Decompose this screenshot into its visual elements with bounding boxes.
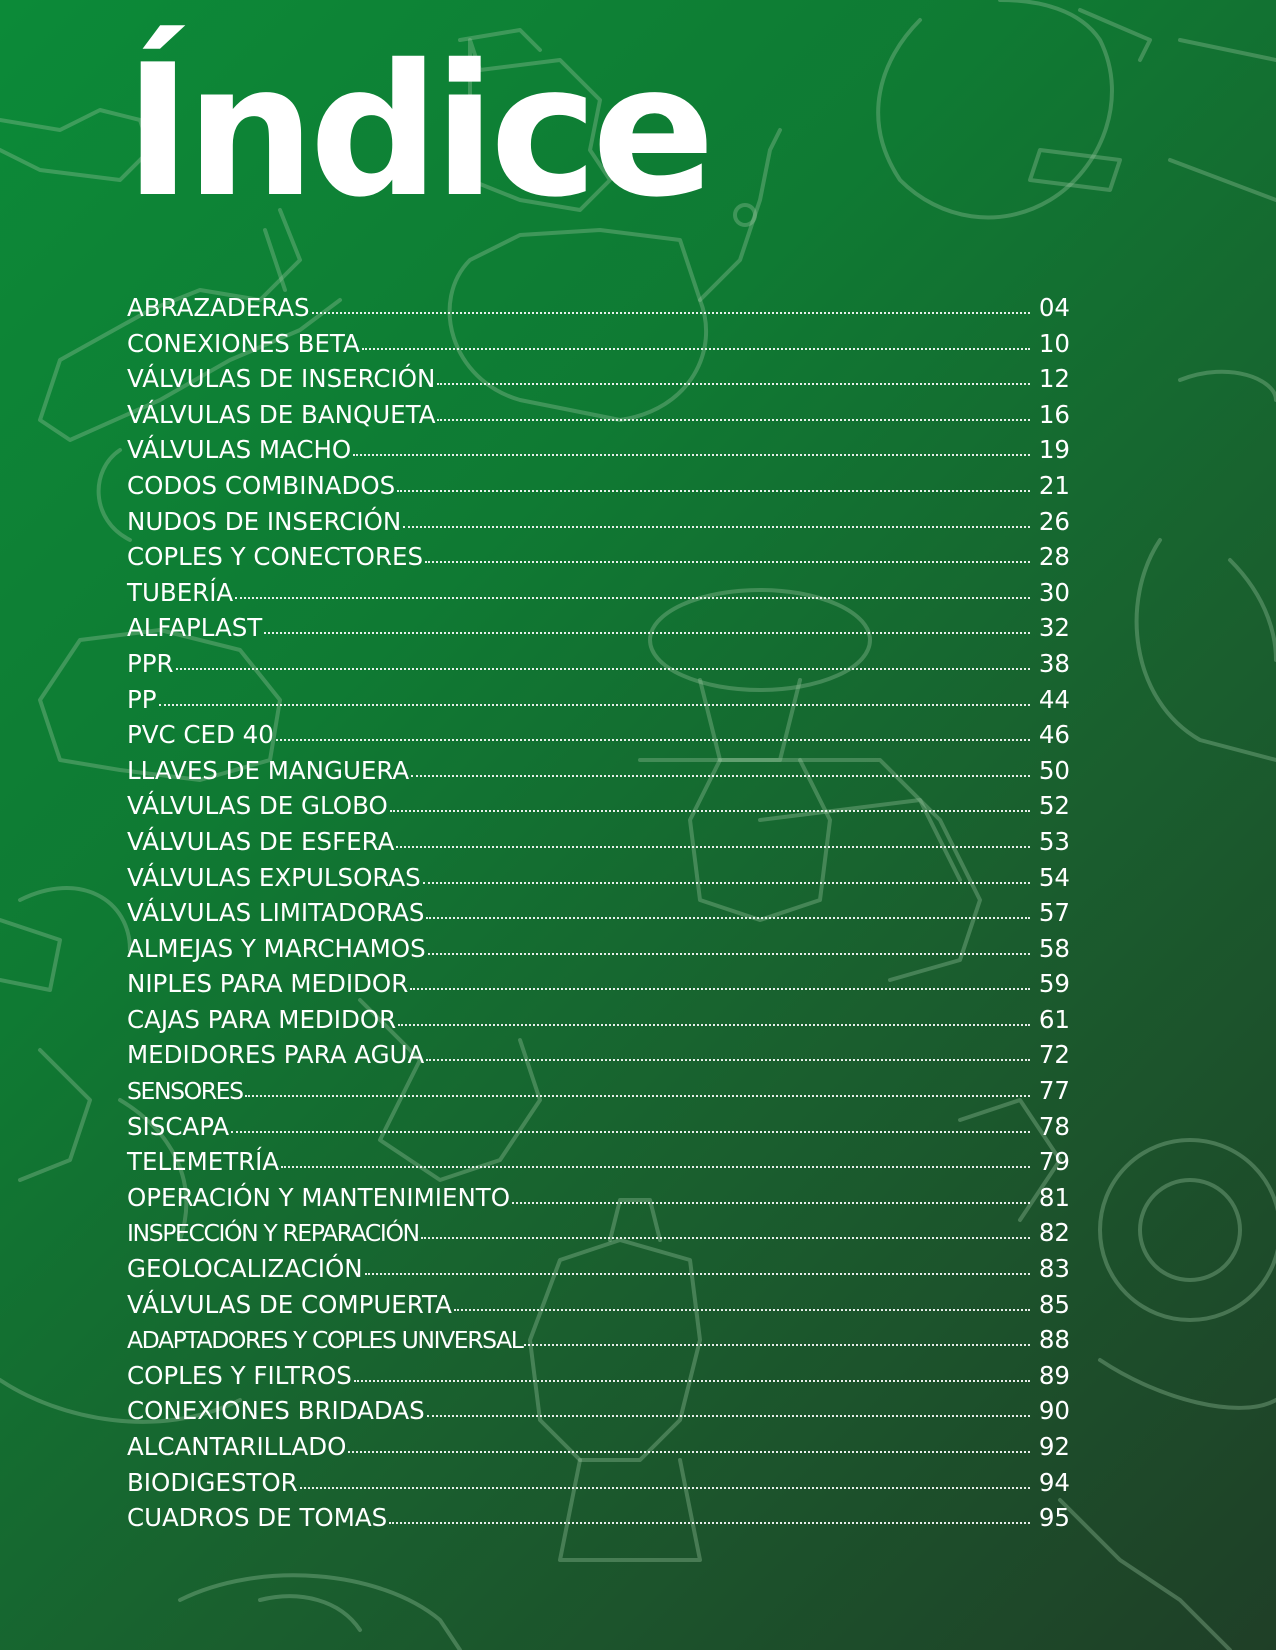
toc-entry-page-number: 89 [1038,1360,1070,1390]
toc-entry[interactable] [127,717,1070,753]
dot-leader [421,1235,1030,1239]
toc-entry[interactable] [127,860,1070,896]
toc-entry-label: CONEXIONES BETA [127,328,360,358]
toc-entry-page-number: 72 [1038,1040,1070,1070]
toc-entry-page-number: 77 [1038,1076,1070,1106]
toc-entry-page-number: 52 [1038,791,1070,821]
dot-leader [353,452,1030,456]
dot-leader [437,417,1030,421]
dot-leader [426,915,1030,919]
dot-leader [300,1485,1030,1489]
dot-leader [423,880,1030,884]
toc-entry-page-number: 46 [1038,720,1070,750]
toc-entry-page-number: 94 [1038,1467,1070,1497]
toc-entry[interactable] [127,504,1070,540]
dot-leader [281,1164,1030,1168]
toc-entry[interactable] [127,290,1070,326]
toc-entry-label: VÁLVULAS DE GLOBO [127,791,388,821]
dot-leader [437,381,1030,385]
toc-entry[interactable] [127,753,1070,789]
dot-leader [524,1342,1030,1346]
toc-entry-label: TUBERÍA [127,577,234,607]
toc-entry-page-number: 61 [1038,1004,1070,1034]
toc-entry-page-number: 90 [1038,1396,1070,1426]
toc-entry-page-number: 83 [1038,1254,1070,1284]
dot-leader [396,844,1030,848]
toc-entry[interactable] [127,824,1070,860]
toc-entry-page-number: 57 [1038,898,1070,928]
dot-leader [403,524,1030,528]
dot-leader [428,951,1030,955]
dot-leader [276,737,1030,741]
toc-entry-label: VÁLVULAS DE COMPUERTA [127,1289,452,1319]
dot-leader [427,1413,1030,1417]
dot-leader [365,1271,1030,1275]
toc-entry-page-number: 92 [1038,1432,1070,1461]
toc-entry-label: ALFAPLAST [127,613,263,643]
toc-entry[interactable] [127,895,1070,931]
dot-leader [354,1378,1030,1382]
toc-entry-label: INSPECCIÓN Y REPARACIÓN [127,1219,419,1248]
toc-entry-page-number: 78 [1038,1111,1070,1141]
toc-entry[interactable] [127,1251,1070,1287]
toc-entry-page-number: 32 [1038,613,1070,643]
toc-entry[interactable] [127,361,1070,397]
toc-entry[interactable] [127,1180,1070,1216]
toc-entry-page-number: 81 [1038,1182,1070,1212]
toc-entry[interactable] [127,1287,1070,1323]
toc-entry-page-number: 19 [1038,435,1070,465]
toc-entry-label: PVC CED 40 [127,720,274,750]
toc-entry-label: VÁLVULAS LIMITADORAS [127,898,425,928]
dot-leader [410,986,1030,990]
dot-leader [264,630,1030,634]
dot-leader [390,808,1030,812]
toc-entry-label: PP [127,684,157,714]
toc-entry-label: CAJAS PARA MEDIDOR [127,1004,397,1034]
dot-leader [235,595,1030,599]
dot-leader [362,346,1030,350]
toc-entry-page-number: 21 [1038,470,1070,500]
toc-entry-page-number: 82 [1038,1218,1070,1248]
toc-entry-label: CODOS COMBINADOS [127,470,396,500]
toc-entry-label: CONEXIONES BRIDADAS [127,1396,425,1426]
toc-entry-label: NIPLES PARA MEDIDOR [127,969,409,999]
page-title: Índice [124,25,710,237]
toc-entry-label: GEOLOCALIZACIÓN [127,1254,363,1284]
toc-entry-label: BIODIGESTOR [127,1467,298,1497]
toc-entry-label: VÁLVULAS DE BANQUETA [127,399,436,429]
toc-entry-label: MEDIDORES PARA AGUA [127,1040,425,1070]
toc-entry[interactable] [127,1144,1070,1180]
toc-entry-label: PPR [127,648,174,678]
toc-entry-page-number: 85 [1038,1289,1070,1319]
toc-entry[interactable] [127,539,1070,575]
toc-entry-label: TELEMETRÍA [127,1147,280,1177]
toc-entry-page-number: 54 [1038,862,1070,892]
toc-entry-label: VÁLVULAS DE ESFERA [127,826,395,856]
toc-entry-label: COPLES Y FILTROS [127,1360,352,1390]
toc-entry-page-number: 26 [1038,506,1070,536]
toc-entry-label: ALCANTARILLADO [127,1432,347,1461]
toc-entry[interactable] [127,610,1070,646]
dot-leader [231,1129,1030,1133]
dot-leader [411,773,1030,777]
dot-leader [426,1057,1030,1061]
toc-entry-page-number: 95 [1038,1503,1070,1533]
dot-leader [398,1022,1030,1026]
toc-entry-label: LLAVES DE MANGUERA [127,755,410,785]
dot-leader [159,702,1030,706]
toc-entry[interactable] [127,1358,1070,1394]
dot-leader [454,1307,1030,1311]
toc-entry-page-number: 59 [1038,969,1070,999]
toc-entry[interactable] [127,1393,1070,1429]
toc-entry-label: ABRAZADERAS [127,293,310,322]
toc-entry[interactable] [127,1073,1070,1109]
toc-entry-label: SENSORES [127,1077,243,1106]
toc-entry-page-number: 38 [1038,648,1070,678]
toc-entry-page-number: 28 [1038,542,1070,572]
toc-entry-label: ADAPTADORES Y COPLES UNIVERSAL [127,1326,523,1355]
toc-entry-label: CUADROS DE TOMAS [127,1503,388,1533]
toc-entry[interactable] [127,1215,1070,1251]
toc-entry[interactable] [127,575,1070,611]
toc-entry-label: VÁLVULAS MACHO [127,435,352,465]
toc-entry[interactable] [127,682,1070,718]
toc-entry-page-number: 44 [1038,684,1070,714]
toc-entry-page-number: 58 [1038,933,1070,963]
toc-entry-label: NUDOS DE INSERCIÓN [127,506,402,536]
toc-entry[interactable] [127,1322,1070,1358]
toc-entry-label: COPLES Y CONECTORES [127,542,423,572]
toc-entry-label: VÁLVULAS DE INSERCIÓN [127,364,436,394]
toc-entry-page-number: 79 [1038,1147,1070,1177]
toc-entry-page-number: 10 [1038,328,1070,358]
toc-entry[interactable] [127,432,1070,468]
toc-entry-page-number: 30 [1038,577,1070,607]
dot-leader [389,1520,1030,1524]
table-of-contents [127,290,1070,1536]
dot-leader [425,559,1030,563]
toc-entry[interactable] [127,397,1070,433]
toc-entry-page-number: 88 [1038,1325,1070,1355]
toc-entry[interactable] [127,646,1070,682]
toc-entry-label: OPERACIÓN Y MANTENIMIENTO [127,1182,511,1212]
dot-leader [245,1093,1030,1097]
toc-entry-page-number: 12 [1038,364,1070,394]
toc-entry[interactable] [127,468,1070,504]
dot-leader [176,666,1030,670]
toc-entry[interactable] [127,1037,1070,1073]
toc-entry[interactable] [127,1109,1070,1145]
dot-leader [348,1449,1030,1453]
toc-entry-page-number: 50 [1038,755,1070,785]
toc-entry[interactable] [127,1465,1070,1501]
toc-entry[interactable] [127,1002,1070,1038]
toc-entry[interactable] [127,788,1070,824]
toc-entry[interactable] [127,966,1070,1002]
dot-leader [397,488,1030,492]
toc-entry[interactable] [127,326,1070,362]
toc-entry[interactable] [127,1500,1070,1536]
toc-entry-label: VÁLVULAS EXPULSORAS [127,862,421,892]
toc-entry-page-number: 04 [1038,293,1070,322]
dot-leader [312,310,1030,314]
toc-entry[interactable] [127,931,1070,967]
dot-leader [512,1200,1030,1204]
toc-entry-page-number: 53 [1038,826,1070,856]
toc-entry-page-number: 16 [1038,399,1070,429]
toc-entry[interactable] [127,1429,1070,1465]
toc-entry-label: SISCAPA [127,1111,230,1141]
toc-entry-label: ALMEJAS Y MARCHAMOS [127,933,426,963]
